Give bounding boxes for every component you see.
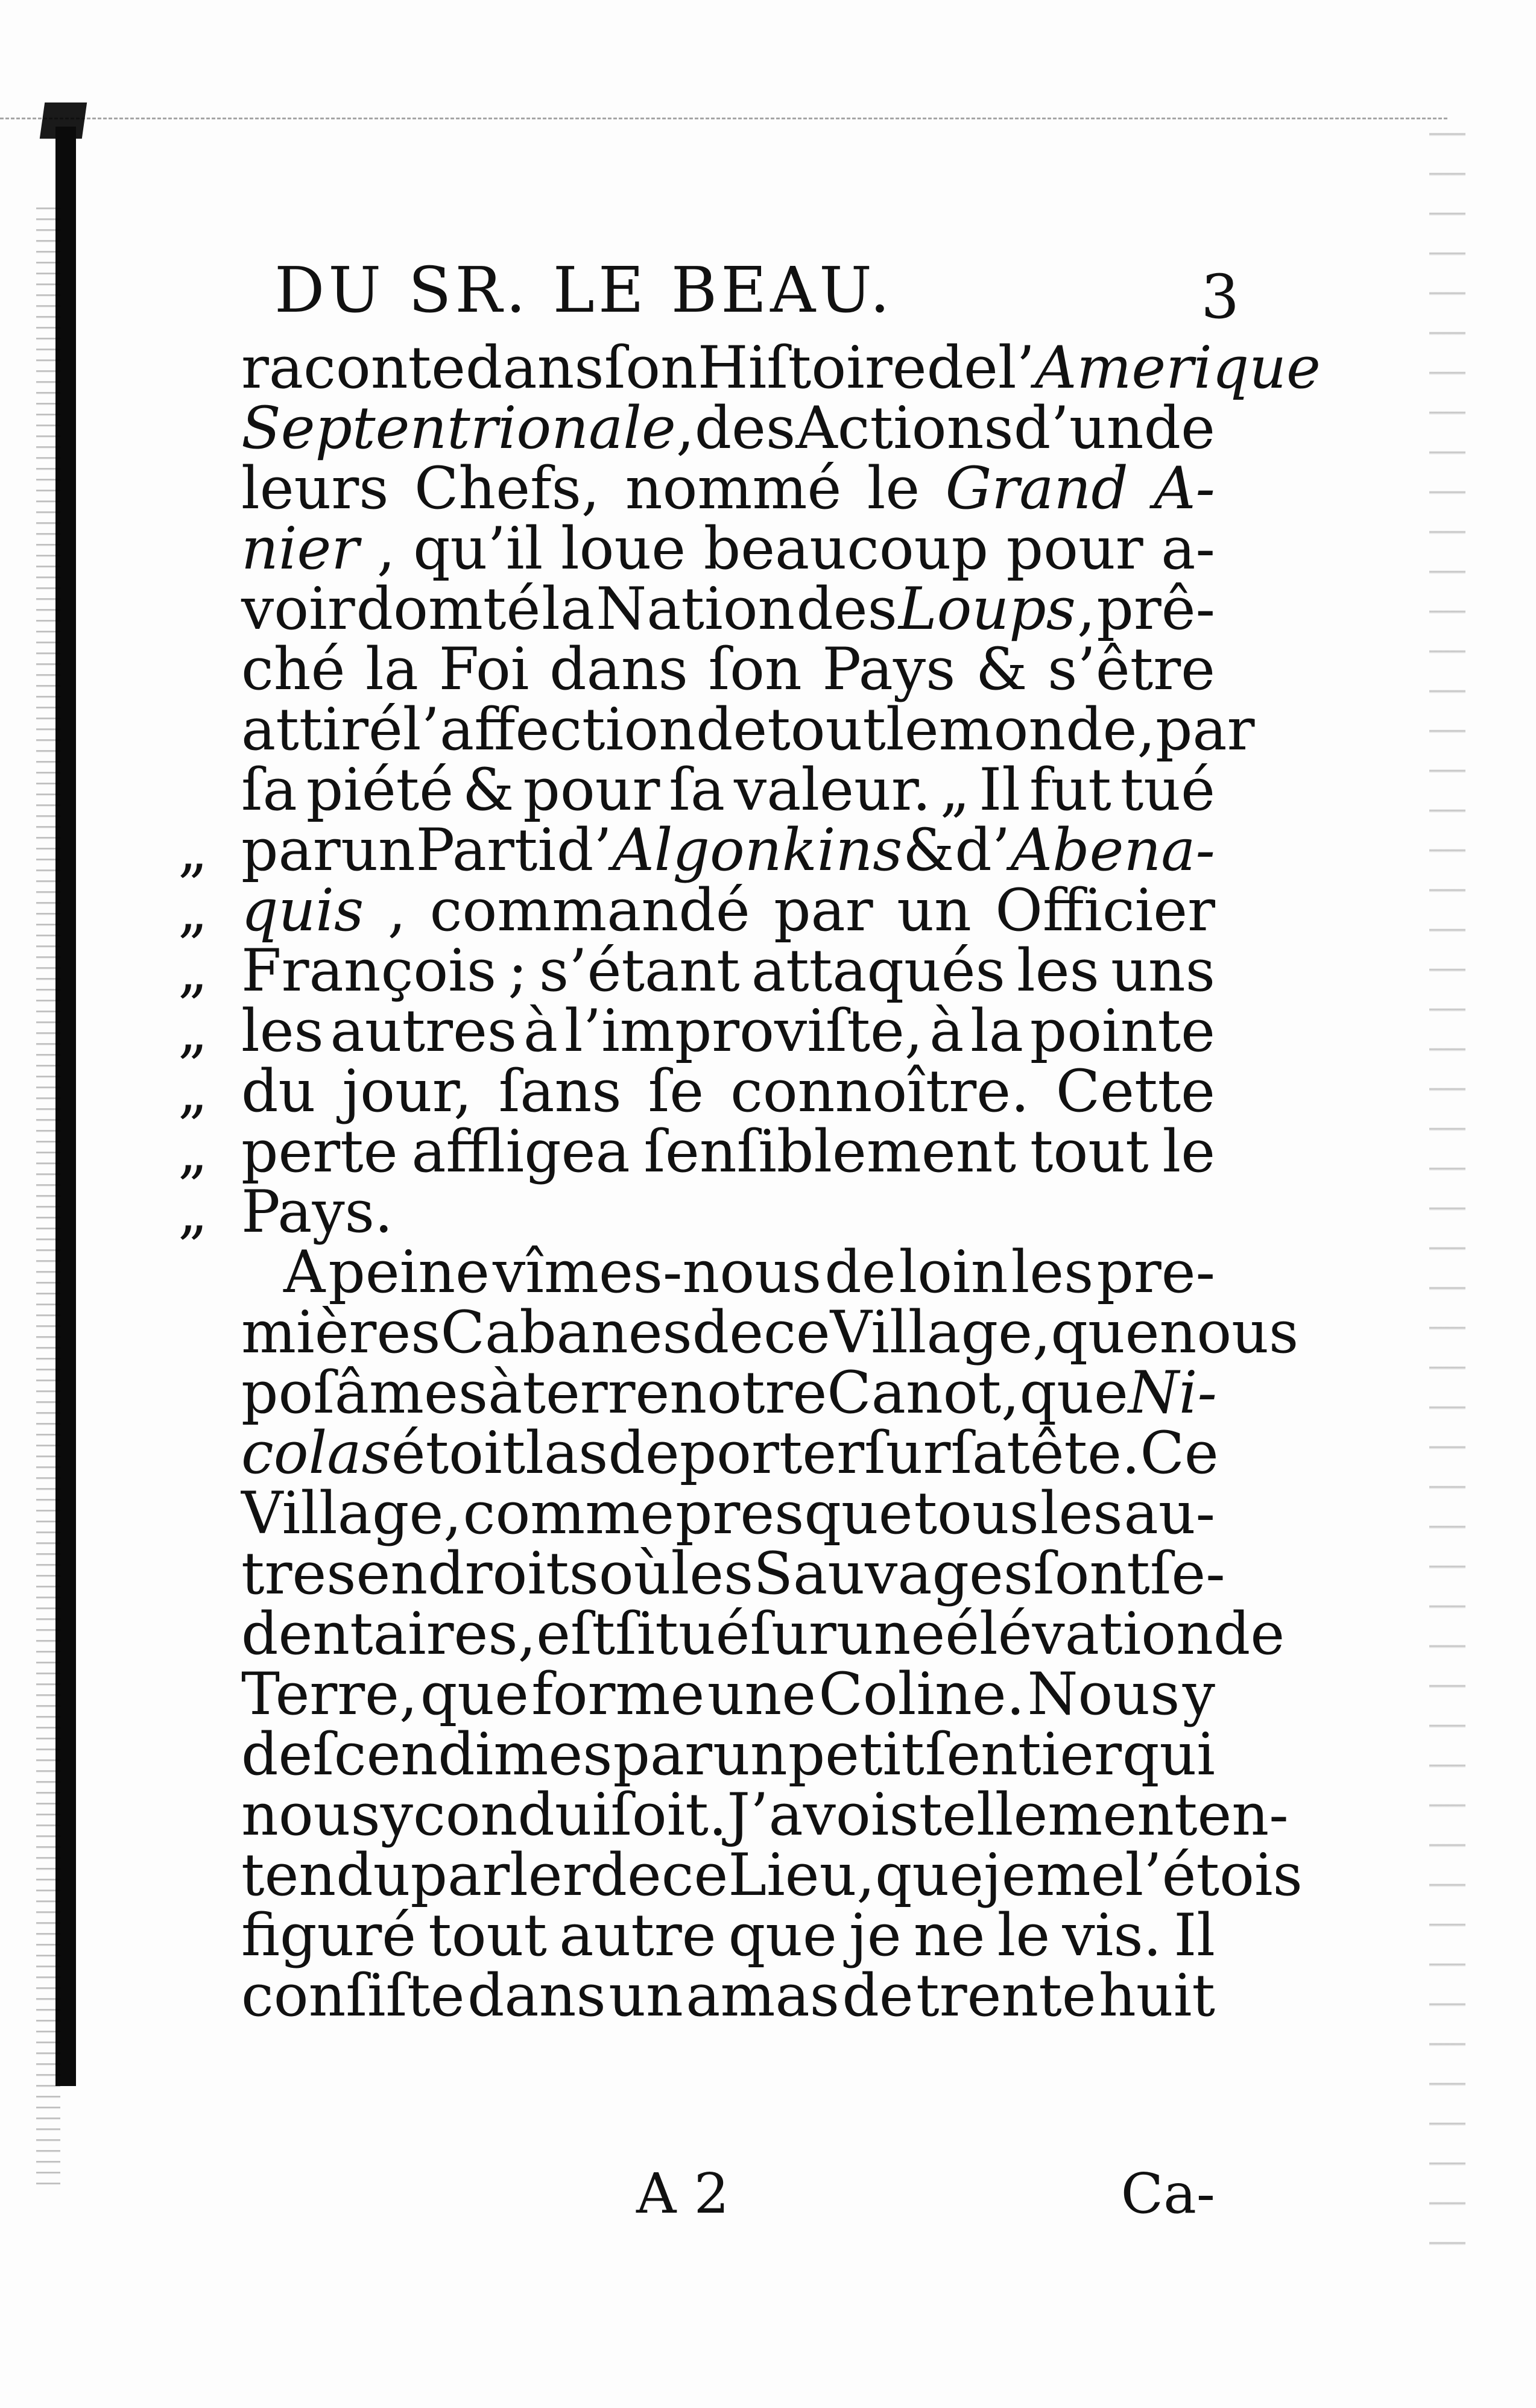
text-line	[241, 394, 1215, 462]
word: ſe-	[1149, 1540, 1225, 1607]
word: des	[796, 575, 897, 643]
word: ſur	[864, 1419, 951, 1487]
word: tué	[1120, 756, 1215, 824]
word: forme	[531, 1660, 705, 1728]
word: „	[940, 756, 970, 824]
word: comme	[463, 1480, 675, 1547]
word: par	[1155, 696, 1255, 763]
word: où	[598, 1540, 671, 1607]
text-line	[178, 1057, 1215, 1125]
word: J’avois	[727, 1781, 919, 1849]
word: Nation	[596, 575, 795, 643]
word: Abena-	[1010, 816, 1215, 884]
word: autre	[559, 1902, 716, 1969]
body-text	[178, 334, 1321, 2029]
word: parler	[410, 1841, 590, 1909]
word: un	[713, 1721, 788, 1788]
word: en-	[1197, 1781, 1289, 1849]
word: Lieu,	[728, 1841, 875, 1909]
word: prê-	[1096, 575, 1215, 643]
word: a-	[1161, 515, 1215, 582]
word: quis	[241, 877, 364, 944]
word: ,	[387, 877, 406, 944]
word: leurs	[241, 455, 389, 522]
word: Village,	[241, 1480, 462, 1547]
word: de	[824, 1238, 896, 1306]
word: ſans	[498, 1057, 622, 1125]
text-line	[241, 1299, 1299, 1366]
word: valeur.	[734, 756, 931, 824]
word: dans	[467, 1962, 606, 2029]
word: Parti	[416, 816, 557, 884]
word: tout	[767, 696, 886, 763]
scan-edge-right	[1429, 96, 1465, 2267]
word: que	[728, 1902, 837, 1969]
word: l’affection	[402, 696, 696, 763]
word: la	[365, 635, 419, 703]
text-line	[241, 575, 1215, 643]
word: Cette	[1055, 1057, 1215, 1125]
word: pour	[523, 756, 660, 824]
text-line	[178, 1118, 1215, 1185]
word: beaucoup	[703, 515, 988, 582]
text-line	[178, 1178, 1215, 1246]
text-line	[241, 1781, 1289, 1849]
word: s’étant	[539, 937, 740, 1004]
word: tout	[428, 1902, 547, 1969]
word: que	[420, 1660, 529, 1728]
word: dans	[465, 334, 604, 402]
word: pour	[1006, 515, 1143, 582]
word: trente	[916, 1962, 1096, 2029]
word: qu’il	[413, 515, 543, 582]
word: &	[976, 635, 1028, 703]
word: un	[341, 816, 416, 884]
word: de	[692, 1299, 764, 1366]
word: ché	[241, 635, 346, 703]
word: ſur	[750, 1600, 836, 1668]
word: uns	[1111, 937, 1215, 1004]
word: conſiſte	[241, 1962, 465, 2029]
word: ſe	[648, 1057, 704, 1125]
word: mières	[241, 1299, 441, 1366]
word: la	[970, 997, 1024, 1065]
word: tellement	[918, 1781, 1198, 1849]
word: ,	[376, 515, 396, 582]
word: nous	[1159, 1299, 1299, 1366]
word: ſon	[604, 334, 698, 402]
word: Nous	[1027, 1660, 1180, 1728]
text-line	[178, 877, 1215, 944]
word: ſentier	[924, 1721, 1122, 1788]
text-line	[241, 1962, 1215, 2029]
page-footer	[241, 2161, 1215, 2228]
word: ſa	[241, 756, 297, 824]
word: jour,	[342, 1057, 472, 1125]
word: François	[241, 937, 497, 1004]
word: que	[1051, 1299, 1160, 1366]
word: peine	[328, 1238, 490, 1306]
page-number: 3	[1201, 262, 1239, 332]
word: le	[867, 455, 920, 522]
word: monde	[938, 696, 1137, 763]
word: autres	[330, 997, 517, 1065]
word: &	[903, 816, 955, 884]
word: Pays.	[241, 1178, 393, 1246]
running-head: DU SR. LE BEAU.	[274, 253, 894, 327]
word: du	[241, 1057, 316, 1125]
word: de	[926, 334, 998, 402]
word: ſa	[669, 756, 725, 824]
quote-mark: „	[178, 1178, 208, 1246]
word: tout	[1029, 1118, 1149, 1185]
word: tête.	[1007, 1419, 1140, 1487]
word: voir	[241, 575, 355, 643]
word: le	[1162, 1118, 1215, 1185]
word: Il	[1174, 1902, 1215, 1969]
word: que	[874, 1841, 984, 1909]
word: ce	[763, 1299, 830, 1366]
word: raconte	[241, 334, 466, 402]
word: ſa	[950, 1419, 1007, 1487]
word: d’un	[1013, 394, 1144, 462]
text-line	[241, 756, 1215, 824]
word: les	[1011, 1238, 1094, 1306]
word: à	[523, 997, 558, 1065]
word: les	[241, 997, 324, 1065]
word: à	[488, 1359, 523, 1426]
word: Septentrionale	[241, 394, 676, 462]
word: ;	[508, 937, 528, 1004]
word: un	[897, 877, 972, 944]
word: Cabanes	[440, 1299, 692, 1366]
word: Coline.	[818, 1660, 1025, 1728]
quote-mark: „	[178, 816, 208, 884]
word: d’	[955, 816, 1011, 884]
quote-mark: „	[178, 937, 208, 1004]
word: nommé	[625, 455, 842, 522]
text-line	[241, 1540, 1225, 1607]
word: loue	[560, 515, 686, 582]
text-line	[241, 1419, 1219, 1487]
word: à	[929, 997, 964, 1065]
word: Ce	[1140, 1419, 1219, 1487]
word: ce	[661, 1841, 728, 1909]
word: les	[671, 1540, 754, 1607]
word: y	[1182, 1660, 1215, 1728]
scan-edge-top	[0, 118, 1447, 119]
word: terre	[522, 1359, 670, 1426]
word: par	[774, 877, 873, 944]
text-line	[178, 816, 1215, 884]
text-line	[241, 1480, 1215, 1547]
word: Algonkins	[612, 816, 903, 884]
quote-mark: „	[178, 997, 208, 1065]
word: conduiſoit.	[412, 1781, 727, 1849]
word: tres	[241, 1540, 356, 1607]
word: vîmes-nous	[493, 1238, 822, 1306]
word: Pays	[822, 635, 956, 703]
word: de	[1143, 394, 1215, 462]
text-line	[241, 696, 1255, 763]
text-line	[241, 1359, 1217, 1426]
word: ,	[1076, 575, 1096, 643]
word: les	[1017, 937, 1099, 1004]
word: je	[849, 1902, 902, 1969]
text-line	[241, 1721, 1215, 1788]
word: attaqués	[751, 937, 1005, 1004]
word: amas	[686, 1962, 840, 2029]
word: las	[525, 1419, 608, 1487]
word: Canot,	[827, 1359, 1020, 1426]
word: Loups	[898, 575, 1076, 643]
word: pre-	[1096, 1238, 1215, 1306]
word: les	[1040, 1480, 1123, 1547]
text-line	[241, 635, 1215, 703]
word: Officier	[995, 877, 1215, 944]
word: vis.	[1062, 1902, 1162, 1969]
word: un	[608, 1962, 683, 2029]
word: Terre,	[241, 1660, 418, 1728]
word: presque	[675, 1480, 913, 1547]
binding-noise	[36, 199, 60, 2189]
word: l’étois	[1125, 1841, 1303, 1909]
word: tendu	[241, 1841, 411, 1909]
text-line	[241, 1600, 1285, 1668]
text-line	[241, 515, 1215, 582]
word: huit	[1099, 1962, 1215, 2029]
word: ,	[675, 394, 695, 462]
text-line	[241, 455, 1215, 522]
word: ,	[1137, 696, 1155, 763]
word: affligea	[411, 1118, 630, 1185]
word: figuré	[241, 1902, 417, 1969]
word: dans	[549, 635, 688, 703]
quote-mark: „	[178, 1057, 208, 1125]
word: fut	[1029, 756, 1111, 824]
word: ,	[1032, 1299, 1051, 1366]
text-line	[178, 937, 1215, 1004]
word: le	[885, 696, 939, 763]
word: porter	[679, 1419, 865, 1487]
page-header	[274, 253, 1239, 332]
word: élévation	[945, 1600, 1213, 1668]
word: une	[707, 1660, 817, 1728]
word: tous	[914, 1480, 1039, 1547]
word: nous	[241, 1781, 381, 1849]
word: deſcendimes	[241, 1721, 613, 1788]
word: l’	[997, 334, 1035, 402]
quote-mark: „	[178, 877, 208, 944]
word: piété	[306, 756, 454, 824]
word: Ni-	[1128, 1359, 1217, 1426]
word: ſitué	[615, 1600, 750, 1668]
word: par	[241, 816, 341, 884]
word: de	[695, 696, 768, 763]
word: perte	[241, 1118, 398, 1185]
word: de	[590, 1841, 662, 1909]
word: Grand	[945, 455, 1128, 522]
word: Foi	[438, 635, 529, 703]
word: que	[1019, 1359, 1128, 1426]
text-line	[241, 1660, 1215, 1728]
word: étoit	[391, 1419, 526, 1487]
word: ſenſiblement	[643, 1118, 1017, 1185]
word: A	[283, 1238, 326, 1306]
word: de	[1213, 1600, 1285, 1668]
word: pointe	[1029, 997, 1215, 1065]
word: Hiſtoire	[697, 334, 927, 402]
word: colas	[241, 1419, 391, 1487]
text-line	[241, 334, 1321, 402]
word: nier	[241, 515, 359, 582]
word: l’improviſte,	[564, 997, 923, 1065]
word: la	[542, 575, 595, 643]
word: me	[1035, 1841, 1125, 1909]
word: &	[463, 756, 514, 824]
word: commandé	[429, 877, 750, 944]
word: domté	[356, 575, 541, 643]
text-line	[178, 997, 1215, 1065]
word: Village	[830, 1299, 1032, 1366]
quote-mark: „	[178, 1118, 208, 1185]
word: A-	[1154, 455, 1215, 522]
word: poſâmes	[241, 1359, 488, 1426]
word: y	[380, 1781, 413, 1849]
word: Amerique	[1035, 334, 1321, 402]
word: endroits	[356, 1540, 599, 1607]
word: Sauvages	[753, 1540, 1034, 1607]
text-line	[241, 1238, 1215, 1306]
word: dentaires,	[241, 1600, 537, 1668]
word: de	[608, 1419, 680, 1487]
word: ſon	[708, 635, 802, 703]
word: petit	[788, 1721, 924, 1788]
word: ſont	[1033, 1540, 1150, 1607]
catchword: Ca-	[1120, 2161, 1215, 2226]
word: de	[842, 1962, 914, 2029]
word: par	[613, 1721, 713, 1788]
word: Il	[979, 756, 1020, 824]
word: s’être	[1048, 635, 1215, 703]
word: loin	[899, 1238, 1008, 1306]
word: une	[836, 1600, 946, 1668]
word: au-	[1124, 1480, 1215, 1547]
word: ne	[913, 1902, 985, 1969]
word: qui	[1122, 1721, 1215, 1788]
word: d’	[556, 816, 612, 884]
word: Chefs,	[414, 455, 600, 522]
word: Actions	[795, 394, 1014, 462]
word: des	[694, 394, 796, 462]
word: le	[997, 1902, 1051, 1969]
text-line	[241, 1902, 1215, 1969]
word: notre	[669, 1359, 827, 1426]
word: connoître.	[730, 1057, 1029, 1125]
text-line	[241, 1841, 1303, 1909]
word: je	[984, 1841, 1036, 1909]
word: attiré	[241, 696, 403, 763]
signature-mark: A 2	[636, 2161, 730, 2226]
word: eſt	[536, 1600, 616, 1668]
